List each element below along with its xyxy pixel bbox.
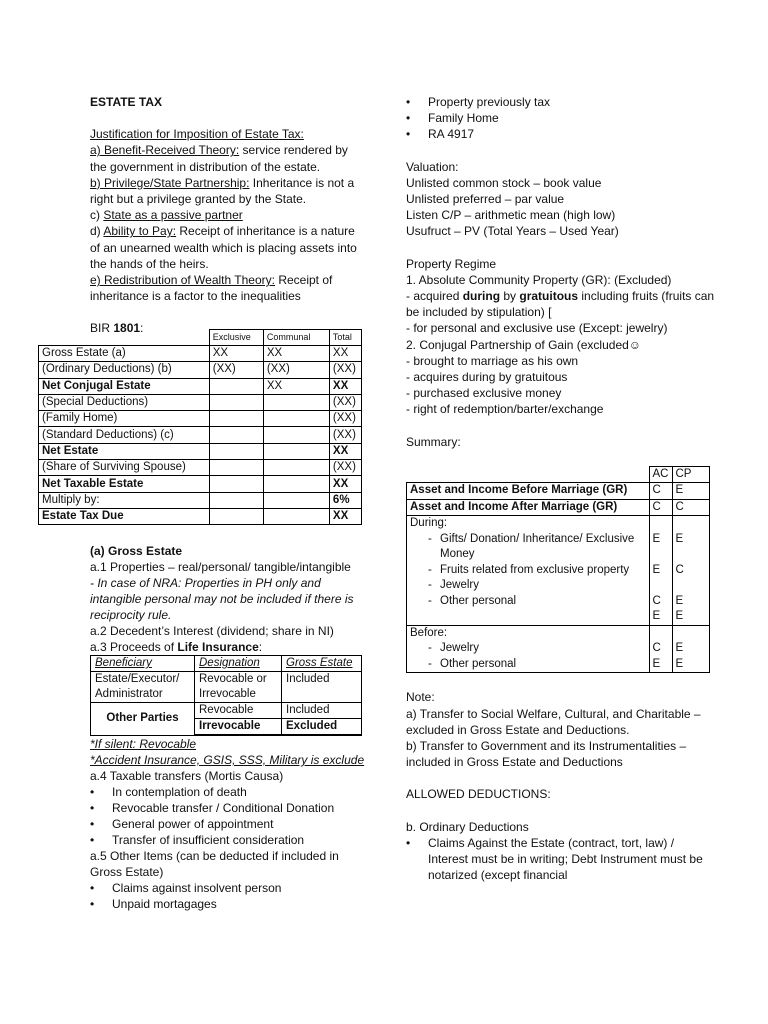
acp-line-1 (406, 288, 716, 320)
ins-cell: Included (282, 672, 362, 703)
sum-item: - Other personal (410, 594, 646, 610)
a4-list (90, 784, 365, 848)
ins-cell: Irrevocable (195, 719, 282, 736)
theory-d-label: Ability to Pay: (103, 224, 177, 239)
sum-before-label: Before: (410, 626, 448, 639)
list-item: • Transfer of insufficient consideration (112, 832, 365, 848)
sum-item: - Jewelry (410, 641, 646, 657)
sum-cp: E (675, 642, 684, 655)
cpg-item: - right of redemption/barter/exchange (406, 402, 604, 417)
bir-cell-label: Net Conjugal Estate (39, 378, 210, 394)
sum-item: - Gifts/ Donation/ Inheritance/ Exclusive Money (410, 532, 646, 563)
sum-label: Asset and Income Before Marriage (GR) (407, 483, 650, 500)
sum-before-ac (649, 625, 672, 673)
cpg-item: - brought to marriage as his own (406, 353, 579, 368)
right-column (406, 94, 716, 883)
theory-b (90, 175, 365, 207)
bir-cell-ex (209, 492, 263, 508)
bir-cell-label: (Family Home) (39, 411, 210, 427)
bir-row (39, 443, 362, 459)
exclusions-list (406, 94, 716, 143)
ins-row-other-revocable (91, 703, 362, 719)
bir-row (39, 362, 362, 378)
bir-header-communal: Communal (263, 330, 329, 346)
bir-cell-label: (Special Deductions) (39, 394, 210, 410)
valuation-item: Usufruct – PV (Total Years – Used Year) (406, 224, 619, 239)
bir-cell-co (263, 476, 329, 492)
note-b: b) Transfer to Government and its Instrumentalities – included in Gross Estate and Deductions (406, 738, 687, 770)
bir-cell-ex (209, 394, 263, 410)
bir-cell-tot: (XX) (329, 427, 361, 443)
sum-row-during (407, 516, 710, 626)
theory-a-label: a) Benefit-Received Theory: (90, 143, 240, 158)
sum-row-before (407, 625, 710, 673)
sum-ac: E (652, 563, 661, 576)
ordinary-list (406, 835, 716, 884)
sum-ac: E (652, 532, 661, 545)
sum-row-before-gr (407, 483, 710, 500)
sum-header-blank (407, 466, 650, 483)
sum-ac: C (649, 483, 672, 500)
ins-cell: Excluded (282, 719, 362, 736)
allowed-deductions-heading: ALLOWED DEDUCTIONS: (406, 787, 551, 802)
acp-line-2: - for personal and exclusive use (Except: jewelry) (406, 321, 668, 336)
ins-row-estate (91, 672, 362, 703)
ordinary-deductions-heading: b. Ordinary Deductions (406, 819, 529, 834)
sum-ac: C (649, 499, 672, 516)
sum-item: - Other personal (410, 657, 646, 673)
bir-header-total: Total (329, 330, 361, 346)
note-accident: *Accident Insurance, GSIS, SSS, Military is exclude (90, 753, 365, 767)
ins-header-row (91, 656, 362, 672)
bir-label-suffix: : (140, 321, 144, 336)
bir-cell-co (263, 411, 329, 427)
bir-row (39, 476, 362, 492)
bir-row (39, 427, 362, 443)
sum-before-cell (407, 625, 650, 673)
sum-cp: E (672, 483, 710, 500)
cpg-heading: 2. Conjugal Partnership of Gain (excluded☺ (406, 337, 642, 352)
bir-cell-label: Multiply by: (39, 492, 210, 508)
bir-cell-ex: XX (209, 346, 263, 362)
gross-estate-heading: (a) Gross Estate (90, 544, 183, 558)
bir-cell-tot: (XX) (329, 362, 361, 378)
sum-item: - Jewelry (410, 578, 646, 594)
bir-header-row (39, 330, 362, 346)
cpg-item: - purchased exclusive money (406, 386, 562, 401)
list-item: • Family Home (428, 110, 716, 126)
sum-header-ac: AC (649, 466, 672, 483)
note-a: a) Transfer to Social Welfare, Cultural, and Charitable – excluded in Gross Estate and Deductions. (406, 706, 701, 737)
bir-label-prefix: BIR (90, 321, 114, 336)
bir-cell-co (263, 443, 329, 459)
bir-cell-ex (209, 427, 263, 443)
acp-text: - acquired (406, 289, 463, 304)
acp-during: during (462, 289, 501, 304)
theory-d-text: Receipt of inheritance is a nature of an unearned wealth which is placing assets into the hands of the heirs. (90, 224, 357, 271)
sum-label: Asset and Income After Marriage (GR) (407, 499, 650, 516)
bir-cell-co (263, 508, 329, 524)
acp-heading: 1. Absolute Community Property (GR): (Excluded) (406, 272, 672, 287)
list-item: • Unpaid mortagages (112, 896, 365, 912)
list-item: • Claims Against the Estate (contract, tort, law) / Interest must be in writing; Debt Instrument must be notarized (except financial (428, 835, 716, 884)
bir-cell-co (263, 394, 329, 410)
item-a1-note: - In case of NRA: Properties in PH only and intangible personal may not be included if there is reciprocity rule. (90, 576, 354, 622)
sum-during-cell (407, 516, 650, 626)
sum-ac: E (652, 657, 661, 670)
bir-cell-tot: XX (329, 443, 361, 459)
theory-e-text: Receipt of inheritance is a factor to the inequalities (90, 273, 333, 304)
bir-cell-tot: XX (329, 476, 361, 492)
left-column-top (90, 94, 365, 337)
ins-cell: Included (282, 703, 362, 719)
sum-ac: C (652, 642, 661, 655)
bir-cell-co: (XX) (263, 362, 329, 378)
sum-before-cp (672, 625, 710, 673)
sum-during-ac (649, 516, 672, 626)
bir-cell-tot: XX (329, 508, 361, 524)
sum-cp: C (675, 563, 684, 576)
sum-ac: C (652, 594, 661, 607)
item-a3-prefix: a.3 Proceeds of (90, 640, 178, 654)
theory-a (90, 142, 365, 174)
bir-cell-ex (209, 411, 263, 427)
ins-header-beneficiary: Beneficiary (91, 656, 195, 672)
bir-cell-tot: (XX) (329, 460, 361, 476)
sum-cp: C (672, 499, 710, 516)
item-a3-bold: Life Insurance (177, 640, 259, 654)
theory-c-prefix: c) (90, 208, 104, 223)
sum-header-cp: CP (672, 466, 710, 483)
acp-gratuitous: gratuitous (519, 289, 579, 304)
sum-cp: E (675, 610, 684, 623)
cpg-item: - acquires during by gratuitous (406, 370, 568, 385)
theory-c-label: State as a passive partner (103, 208, 243, 223)
bir-cell-label: (Standard Deductions) (c) (39, 427, 210, 443)
list-item: • In contemplation of death (112, 784, 365, 800)
bir-cell-label: Estate Tax Due (39, 508, 210, 524)
a5-list (90, 880, 365, 912)
bir-cell-ex (209, 378, 263, 394)
ins-cell: Estate/Executor/ Administrator (91, 672, 195, 703)
theory-d (90, 223, 365, 272)
theory-e (90, 272, 365, 304)
regime-heading: Property Regime (406, 256, 497, 271)
bir-cell-tot: (XX) (329, 394, 361, 410)
left-column-lower (90, 543, 365, 912)
ins-header-designation: Designation (195, 656, 282, 672)
justification-heading: Justification for Imposition of Estate Tax: (90, 127, 304, 142)
bir-header-blank (39, 330, 210, 346)
bir-cell-tot: XX (329, 346, 361, 362)
bir-cell-ex (209, 508, 263, 524)
valuation-item: Listen C/P – arithmetic mean (high low) (406, 208, 616, 223)
sum-cp: E (675, 594, 684, 607)
ins-header-gross-estate: Gross Estate (282, 656, 362, 672)
bir-cell-tot: 6% (329, 492, 361, 508)
bir-cell-co: XX (263, 378, 329, 394)
bir-cell-ex (209, 476, 263, 492)
bir-cell-ex (209, 460, 263, 476)
ins-cell: Revocable (195, 703, 282, 719)
bir-1801-table (38, 329, 362, 525)
theory-b-label: b) Privilege/State Partnership: (90, 175, 250, 190)
item-a1: a.1 Properties – real/personal/ tangible/intangible (90, 560, 351, 574)
bir-cell-label: Net Estate (39, 443, 210, 459)
sum-cp: E (675, 532, 684, 545)
bir-row (39, 492, 362, 508)
bir-cell-co: XX (263, 346, 329, 362)
theory-d-prefix: d) (90, 224, 104, 239)
valuation-heading: Valuation: (406, 159, 459, 174)
bir-cell-co (263, 492, 329, 508)
list-item: • RA 4917 (428, 126, 716, 142)
bir-cell-label: (Ordinary Deductions) (b) (39, 362, 210, 378)
list-item: • General power of appointment (112, 816, 365, 832)
item-a3 (90, 639, 365, 655)
sum-header-row (407, 466, 710, 483)
item-a2: a.2 Decedent’s Interest (dividend; share in NI) (90, 624, 334, 638)
summary-heading: Summary: (406, 434, 461, 449)
theory-b-text: Inheritance is not a right but a privilege granted by the State. (90, 175, 355, 207)
bir-cell-label: (Share of Surviving Spouse) (39, 460, 210, 476)
bir-cell-ex (209, 443, 263, 459)
bir-cell-co (263, 427, 329, 443)
bir-row (39, 394, 362, 410)
sum-cp: E (675, 657, 684, 670)
valuation-item: Unlisted common stock – book value (406, 175, 602, 190)
bir-cell-ex: (XX) (209, 362, 263, 378)
bir-form-number: 1801 (113, 321, 141, 336)
sum-row-after-gr (407, 499, 710, 516)
theory-c (90, 207, 365, 223)
life-insurance-table (90, 655, 362, 736)
bir-cell-label: Net Taxable Estate (39, 476, 210, 492)
list-item: • Claims against insolvent person (112, 880, 365, 896)
acp-text: including fruits (fruits can be included by stipulation) [ (406, 289, 715, 320)
summary-table (406, 466, 710, 674)
bir-row (39, 460, 362, 476)
note-silent: *If silent: Revocable (90, 737, 197, 751)
page-title: ESTATE TAX (90, 95, 162, 109)
bir-row (39, 508, 362, 524)
item-a4: a.4 Taxable transfers (Mortis Causa) (90, 769, 284, 783)
bir-header-exclusive: Exclusive (209, 330, 263, 346)
bir-cell-tot: (XX) (329, 411, 361, 427)
bir-cell-label: Gross Estate (a) (39, 346, 210, 362)
bir-cell-co (263, 460, 329, 476)
ins-cell-other-parties: Other Parties (91, 703, 195, 736)
bir-row (39, 411, 362, 427)
list-item: • Revocable transfer / Conditional Donation (112, 800, 365, 816)
theory-a-text: service rendered by the government in distribution of the estate. (90, 143, 348, 174)
sum-item: - Fruits related from exclusive property (410, 563, 646, 579)
item-a5: a.5 Other Items (can be deducted if included in Gross Estate) (90, 849, 339, 879)
sum-ac: E (652, 610, 661, 623)
bir-cell-tot: XX (329, 378, 361, 394)
sum-during-label: During: (410, 517, 448, 530)
note-heading: Note: (406, 690, 435, 705)
sum-during-cp (672, 516, 710, 626)
bir-row (39, 346, 362, 362)
valuation-item: Unlisted preferred – par value (406, 192, 565, 207)
acp-text: by (500, 289, 520, 304)
list-item: • Property previously tax (428, 94, 716, 110)
bir-row (39, 378, 362, 394)
ins-cell: Revocable or Irrevocable (195, 672, 282, 703)
theory-e-label: e) Redistribution of Wealth Theory: (90, 273, 275, 288)
item-a3-suffix: : (258, 640, 263, 654)
